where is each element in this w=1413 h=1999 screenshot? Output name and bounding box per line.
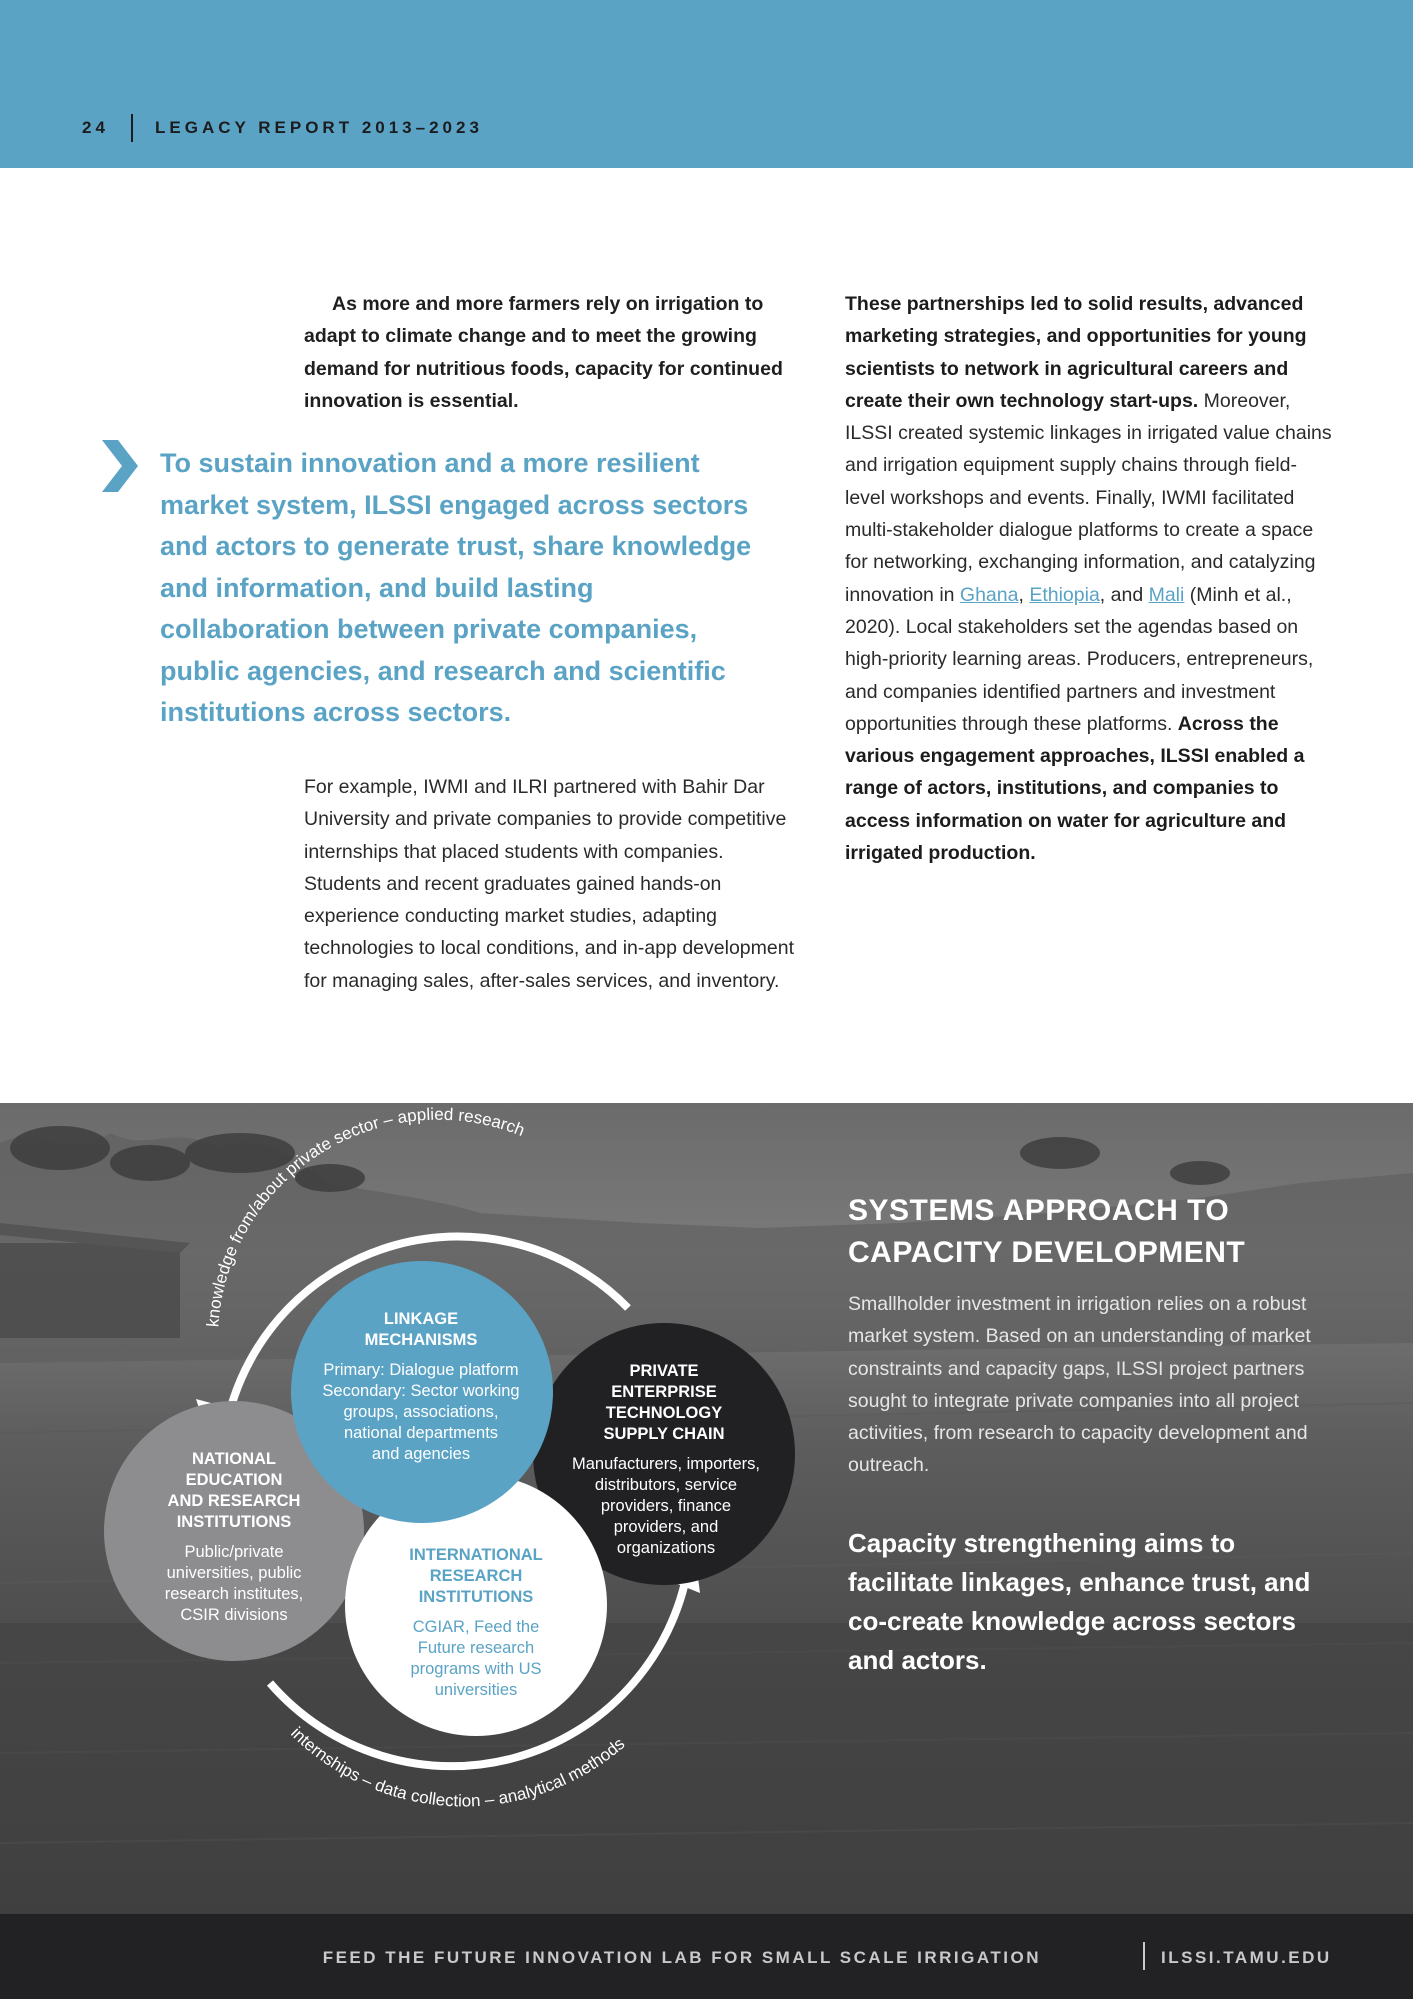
report-title: LEGACY REPORT 2013–2023 xyxy=(155,118,483,137)
private-title: PRIVATE xyxy=(629,1362,699,1380)
header-divider xyxy=(131,114,133,142)
international-title: INTERNATIONAL xyxy=(409,1546,543,1564)
private-text: providers, finance xyxy=(600,1497,732,1515)
private-text: providers, and xyxy=(613,1518,719,1536)
link-ghana[interactable]: Ghana xyxy=(959,583,1019,606)
partnerships-paragraph: These partnerships led to solid results, advanced marketing strategies, and opportunities for young scientists to network in agricultural careers and create their own technology start-ups. Moreover, ILSSI created systemic linkages in irrigated value chains and irrigation equipment supply chains through field-level workshops and events. Finally, IWMI facilitated multi-stakeholder dialogue platforms to create a space for networking, exchanging information, and catalyzing innovation in Ghana, Ethiopia, and Mali (Minh et al., 2020). Local stakeholders set the agendas based on high-priority learning areas. Producers, entrepreneurs, and companies identified partners and investment opportunities through these platforms. Across the various engagement approaches, ILSSI enabled a range of actors, institutions, and companies to access information on water for agriculture and irrigated production. xyxy=(845,293,1332,865)
linkage-text: Secondary: Sector working xyxy=(322,1382,520,1400)
linkage-text: and agencies xyxy=(371,1445,471,1463)
national-text: Public/private xyxy=(184,1543,284,1561)
footer-org: FEED THE FUTURE INNOVATION LAB FOR SMALL SCALE IRRIGATION xyxy=(322,1948,1041,1967)
footer-divider xyxy=(1143,1942,1145,1970)
private-title-3: TECHNOLOGY xyxy=(605,1404,723,1422)
international-title-3: INSTITUTIONS xyxy=(418,1588,534,1606)
national-title-2: EDUCATION xyxy=(185,1471,283,1489)
arc-bottom-label: internships – data collection – analytical methods xyxy=(287,1723,629,1811)
chevron-right-icon xyxy=(100,440,140,492)
linkage-text: groups, associations, xyxy=(343,1403,499,1421)
linkage-text: national departments xyxy=(343,1424,499,1442)
link-ethiopia[interactable]: Ethiopia xyxy=(1029,583,1100,606)
linkage-title: LINKAGE xyxy=(383,1310,459,1328)
systems-diagram xyxy=(0,1103,820,1914)
systems-emphasis: Capacity strengthening aims to facilitate linkages, enhance trust, and co-create knowledge across sectors and actors. xyxy=(848,1528,1311,1675)
national-title-3: AND RESEARCH xyxy=(167,1492,301,1510)
engagement-summary: Across the various engagement approaches, ILSSI enabled a range of actors, institutions, and companies to access information on water for agriculture and irrigated production. xyxy=(845,712,1305,865)
national-text: research institutes, xyxy=(164,1585,304,1603)
intro-paragraph: As more and more farmers rely on irrigation to adapt to climate change and to meet the growing demand for nutritious foods, capacity for continued innovation is essential. xyxy=(304,293,783,412)
international-text: universities xyxy=(434,1681,518,1699)
international-text: Future research xyxy=(417,1639,535,1657)
pull-quote: To sustain innovation and a more resilient market system, ILSSI engaged across sectors and actors to generate trust, share knowledge and information, and build lasting collaboration between private companies, public agencies, and research and scientific institutions across sectors. xyxy=(160,448,752,727)
partnerships-lead: These partnerships led to solid results, advanced marketing strategies, and opportunities for young scientists to network in agricultural careers and create their own technology start-ups. xyxy=(845,293,1307,412)
arc-top-label: knowledge from/about private sector – applied research xyxy=(203,1104,528,1328)
linkage-text: Primary: Dialogue platform xyxy=(323,1361,519,1379)
national-text: universities, public xyxy=(166,1564,302,1582)
private-text: organizations xyxy=(616,1539,716,1557)
footer-url[interactable]: ILSSI.TAMU.EDU xyxy=(1161,1948,1332,1967)
example-paragraph: For example, IWMI and ILRI partnered with Bahir Dar University and private companies to provide competitive internships that placed students with companies. Students and recent graduates gained hands-on experience conducting market studies, adapting technologies to local conditions, and in-app development for managing sales, after-sales services, and inventory. xyxy=(304,776,794,992)
international-title-2: RESEARCH xyxy=(429,1567,523,1585)
systems-title: SYSTEMS APPROACH TO CAPACITY DEVELOPMENT xyxy=(848,1194,1246,1269)
private-title-4: SUPPLY CHAIN xyxy=(603,1425,725,1443)
international-text: CGIAR, Feed the xyxy=(412,1618,540,1636)
national-title-4: INSTITUTIONS xyxy=(176,1513,292,1531)
national-title: NATIONAL xyxy=(191,1450,277,1468)
linkage-title-2: MECHANISMS xyxy=(364,1331,478,1349)
systems-body: Smallholder investment in irrigation relies on a robust market system. Based on an understanding of market constraints and capacity gaps, ILSSI project partners sought to integrate private companies into all project activities, from research to capacity development and outreach. xyxy=(848,1293,1311,1477)
national-text: CSIR divisions xyxy=(180,1606,288,1624)
header-band xyxy=(0,0,1413,168)
link-mali[interactable]: Mali xyxy=(1148,583,1185,606)
private-text: Manufacturers, importers, xyxy=(572,1455,760,1473)
private-title-2: ENTERPRISE xyxy=(611,1383,717,1401)
international-text: programs with US xyxy=(410,1660,542,1678)
page-number: 24 xyxy=(82,118,109,137)
private-text: distributors, service xyxy=(594,1476,738,1494)
